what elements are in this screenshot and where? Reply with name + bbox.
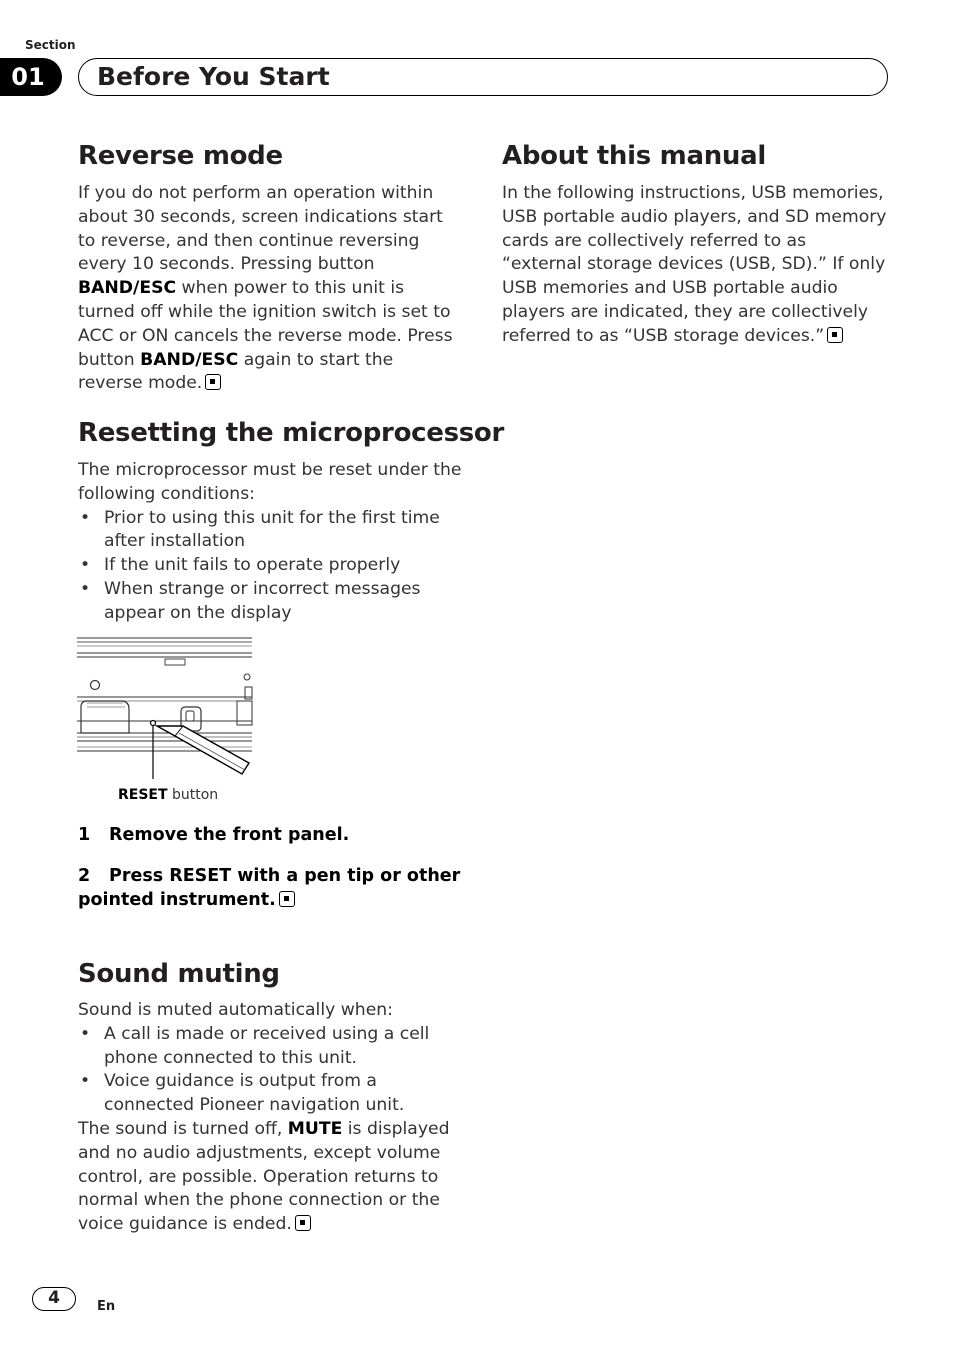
band-esc-label: BAND/ESC	[140, 349, 239, 370]
end-mark-icon	[279, 891, 295, 907]
end-mark-icon	[827, 327, 843, 343]
language-label: En	[97, 1299, 116, 1314]
end-mark-icon	[205, 374, 221, 390]
chapter-title: Before You Start	[97, 62, 330, 91]
resetting-conditions	[78, 507, 463, 626]
list-item: • Voice guidance is output from a connected Pioneer navigation unit.	[78, 1070, 468, 1118]
step-2: 2 Press RESET with a pen tip or other pointed instrument.	[78, 866, 461, 910]
step-1: 1 Remove the front panel.	[78, 825, 350, 845]
reverse-mode-body: If you do not perform an operation within about 30 seconds, screen indications start to reverse, and then continue reversing every 10 seconds. Pressing button BAND/ESC when power to this unit is turned off while the ignition switch is set to ACC or ON cancels the reverse mode. Press button BAND/ESC again to start the reverse mode.	[78, 183, 453, 394]
sound-muting-intro: Sound is muted automatically when:	[78, 1000, 393, 1020]
resetting-intro: The microprocessor must be reset under the following conditions:	[78, 460, 462, 504]
reset-button-illustration	[77, 637, 257, 779]
band-esc-label: BAND/ESC	[78, 278, 177, 299]
chapter-header	[78, 58, 888, 96]
resetting-body	[78, 459, 463, 626]
reverse-mode-heading: Reverse mode	[78, 141, 283, 171]
list-item: • A call is made or received using a cell phone connected to this unit.	[78, 1023, 468, 1071]
section-label: Section	[25, 38, 76, 52]
mute-label: MUTE	[287, 1118, 343, 1139]
about-manual-heading: About this manual	[502, 141, 766, 171]
end-mark-icon	[295, 1215, 311, 1231]
list-item: • Prior to using this unit for the first time after installation	[78, 507, 463, 555]
section-number-badge: 01	[0, 58, 62, 96]
sound-muting-heading: Sound muting	[78, 959, 280, 989]
about-manual-body: In the following instructions, USB memories, USB portable audio players, and SD memory cards are collectively referred to as “external storage devices (USB, SD).” If only USB memories and USB portable audio players are indicated, they are collectively referred to as “USB storage devices.”	[502, 183, 887, 346]
resetting-heading: Resetting the microprocessor	[78, 418, 505, 448]
sound-muting-conditions	[78, 1023, 468, 1118]
sound-muting-body: Sound is muted automatically when: • A call is made or received using a cell phone connected to this unit. • Voice guidance is output from a connected Pioneer navigation unit. The sound is turned off, MUTE is displayed and no audio adjustments, except volume control, are possible. Operation returns to normal when the phone connection or the voice guidance is ended.	[78, 999, 468, 1237]
illustration-caption: RESET button	[118, 787, 219, 803]
page-number: 4	[32, 1287, 76, 1311]
list-item: • If the unit fails to operate properly	[78, 554, 463, 578]
list-item: • When strange or incorrect messages appear on the display	[78, 578, 463, 626]
